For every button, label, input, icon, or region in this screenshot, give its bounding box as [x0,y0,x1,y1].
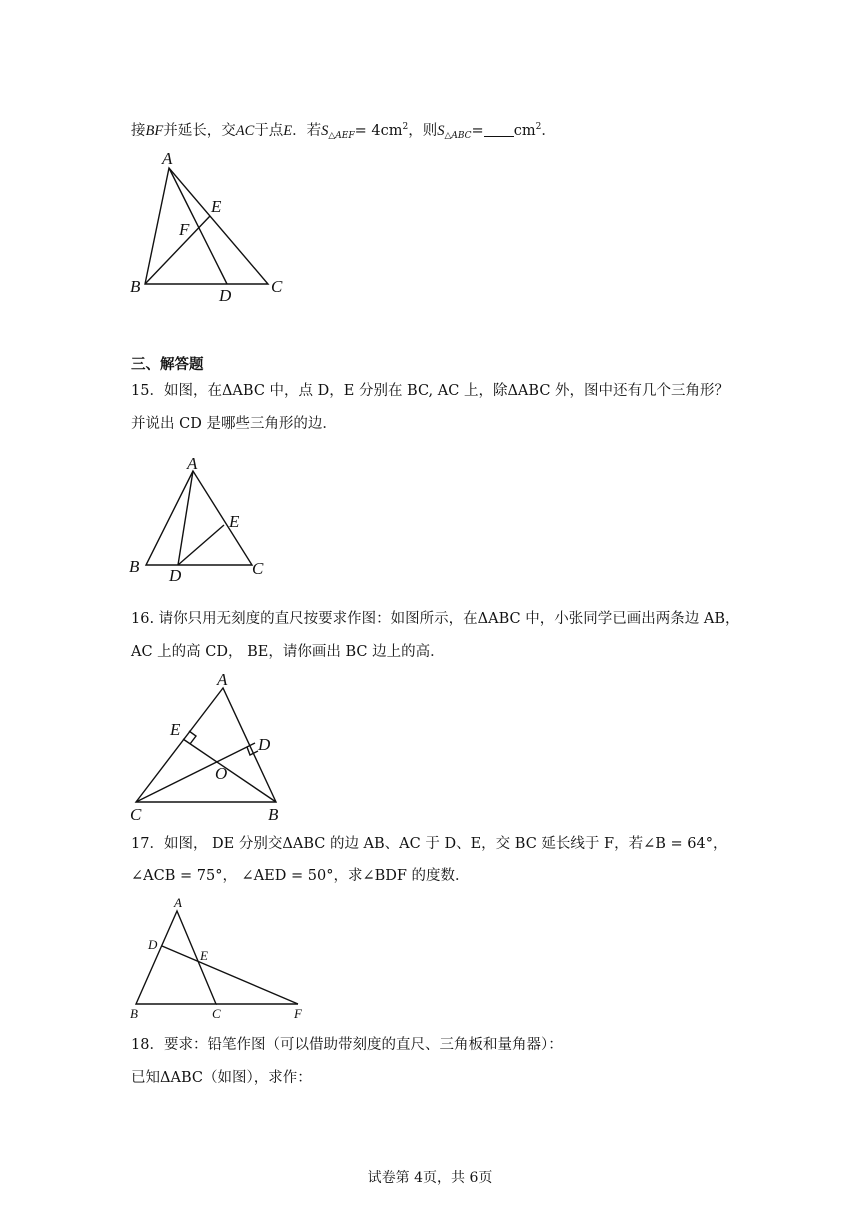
q14-s-aef: S [321,123,329,139]
q14-label-f: F [179,220,190,239]
q17-label-c: C [212,1006,221,1021]
q14-var-e: E [283,123,293,139]
q15-label-a: A [187,454,198,473]
q14-var-bf: BF [145,123,164,139]
q14-end: ． [541,123,556,139]
q16-line-1: 16. 请你只用无刻度的直尺按要求作图：如图所示，在ΔABC 中，小张同学已画出两条边 AB， [131,611,740,627]
q14-unit: cm [513,123,536,139]
q18-line-1: 18．要求：铅笔作图（可以借助带刻度的直尺、三角板和量角器）： [131,1037,563,1053]
q14-label-a: A [162,149,173,168]
q17-line-1: 17．如图， DE 分别交ΔABC 的边 AB、AC 于 D、E，交 BC 延长线于 F，若∠B = 64°， [131,836,728,852]
section-heading: 三、解答题 [131,356,204,373]
q14-sup-1: 2 [402,122,409,132]
q14-s-abc: S [437,123,445,139]
q17-line-2: ∠ACB = 75°， ∠AED = 50°，求∠BDF 的度数． [131,868,470,884]
q15-line-1: 15．如图，在ΔABC 中，点 D，E 分别在 BC, AC 上，除ΔABC 外，图中还有几个三角形？ [131,383,730,399]
q14-sub-abc: △ABC [444,131,472,141]
q14-label-c: C [271,277,283,296]
q18-line-2: 已知ΔABC（如图），求作： [131,1070,312,1086]
q16-label-d: D [258,735,271,754]
q14-text-2: 并延长，交 [163,123,236,139]
q16-label-e: E [170,720,181,739]
q14-text-3: 于点 [254,123,284,139]
q16-label-c: C [130,805,142,824]
q17-segment-df [162,946,298,1004]
q15-line-2: 并说出 CD 是哪些三角形的边． [131,416,337,432]
q15-label-d: D [169,566,182,585]
q14-text-4: ．若 [292,123,322,139]
q14-eq-abc: = [471,123,484,139]
q17-label-e: E [200,948,208,963]
q14-label-d: D [219,286,232,305]
q14-label-e: E [211,197,222,216]
q16-label-b: B [268,805,279,824]
q16-label-a: A [217,670,228,689]
q14-text-5: ，则 [408,123,438,139]
q14-text-1: 接 [131,123,146,139]
q14-eq-aef: = 4cm [354,123,403,139]
q14-sup-2: 2 [535,122,542,132]
q15-label-c: C [252,559,264,578]
q16-label-o: O [215,764,228,783]
q16-line-2: AC 上的高 CD， BE，请你画出 BC 边上的高． [131,644,445,660]
q14-sub-aef: △AEF [328,131,355,141]
q17-label-d: D [148,937,158,952]
page-footer: 试卷第 4页，共 6页 [367,1170,493,1186]
q17-label-a: A [174,895,182,910]
q15-label-b: B [129,557,140,576]
q15-label-e: E [229,512,240,531]
q14-var-ac: AC [235,123,255,139]
q17-label-f: F [294,1006,302,1021]
q17-label-b: B [130,1006,138,1021]
q14-label-b: B [130,277,141,296]
